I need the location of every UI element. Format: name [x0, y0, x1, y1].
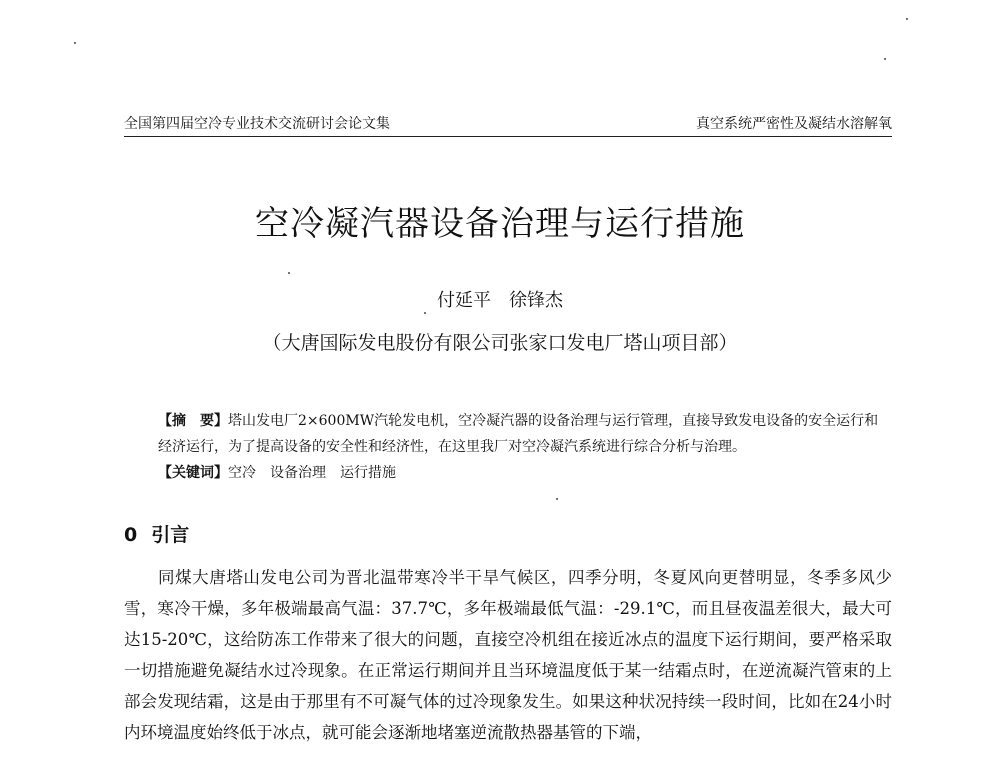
keywords-text: 空冷 设备治理 运行措施 — [228, 465, 396, 481]
scan-speck — [74, 42, 76, 44]
section-number: 0 — [124, 524, 138, 546]
keywords-label: 【关键词】 — [158, 465, 228, 481]
scan-speck — [288, 272, 290, 274]
authors — [0, 286, 1000, 312]
author-name: 付延平 — [437, 290, 491, 311]
affiliation: （大唐国际发电股份有限公司张家口发电厂塔山项目部） — [262, 332, 738, 354]
abstract-label: 【摘 要】 — [158, 413, 228, 429]
abstract-block — [124, 408, 892, 486]
scan-speck — [884, 58, 886, 60]
section-title: 引言 — [151, 524, 190, 546]
running-header — [124, 112, 892, 137]
body-text — [124, 562, 892, 748]
abstract-text: 塔山发电厂2×600MW汽轮发电机，空冷凝汽器的设备治理与运行管理，直接导致发电设备的安全运行和经济运行，为了提高设备的安全性和经济性，在这里我厂对空冷凝汽系统进行综合分析与治理。 — [158, 413, 879, 455]
scan-speck — [556, 498, 558, 500]
abstract — [124, 408, 892, 460]
paragraph: 同煤大唐塔山发电公司为晋北温带寒冷半干旱气候区，四季分明，冬夏风向更替明显，冬季多风少雪，寒冷干燥，多年极端最高气温：37.7℃，多年极端最低气温：-29.1℃，而且昼夜温差很大，最大可达15-20℃，这给防冻工作带来了很大的问题，直接空冷机组在接近冰点的温度下运行期间，要严格采取一切措施避免凝结水过冷现象。在正常运行期间并且当环境温度低于某一结霜点时，在逆流凝汽管束的上部会发现结霜，这是由于那里有不可凝气体的过冷现象发生。如果这种状况持续一段时间，比如在24小时内环境温度始终低于冰点，就可能会逐渐地堵塞逆流散热器基管的下端， — [124, 568, 892, 742]
header-right: 真空系统严密性及凝结水溶解氧 — [696, 116, 892, 132]
keywords — [124, 460, 892, 486]
paper-title: 空冷凝汽器设备治理与运行措施 — [255, 204, 745, 244]
author-name: 徐锋杰 — [509, 290, 563, 311]
section-heading — [124, 520, 189, 547]
header-left: 全国第四届空冷专业技术交流研讨会论文集 — [124, 116, 390, 132]
scan-speck — [906, 18, 908, 20]
scan-speck — [424, 312, 426, 314]
